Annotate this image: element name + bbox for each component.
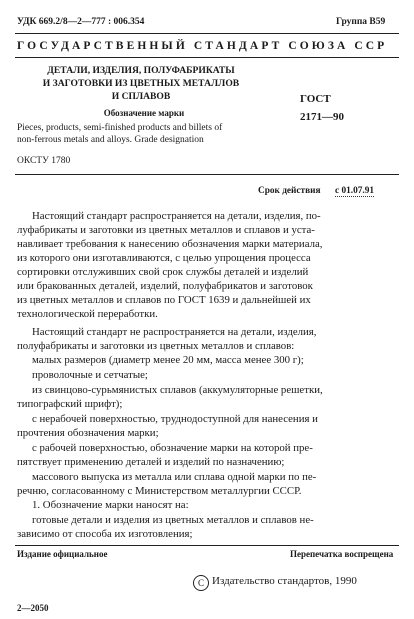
body-line: Настоящий стандарт распространяется на детали, изделия, по- xyxy=(32,210,321,222)
body-line: с рабочей поверхностью, обозначение марки на которой пре- xyxy=(32,442,313,454)
subtitle: Обозначение марки xyxy=(103,108,185,118)
okstu-code: ОКСТУ 1780 xyxy=(17,156,71,166)
group-code: Группа В59 xyxy=(336,17,386,27)
english-title-line-2: non-ferrous metals and alloys. Grade designation xyxy=(17,135,204,145)
body-line: луфабрикаты и заготовки из цветных металлов и сплавов и уста- xyxy=(17,224,315,236)
body-line: из цветных металлов и сплавов по ГОСТ 1639 и дальнейшей их xyxy=(17,294,311,306)
body-line: зависимо от способа их изготовления; xyxy=(17,528,193,540)
body-line: Настоящий стандарт не распространяется на детали, изделия, xyxy=(32,326,317,338)
body-line: навливает требования к нанесению обозначения марки материала, xyxy=(17,238,323,250)
body-line: прочтения обозначения марки; xyxy=(17,427,159,439)
english-title-line-1: Pieces, products, semi-finished products and billets of xyxy=(17,123,223,133)
body-line: проволочные и сетчатые; xyxy=(32,369,148,381)
page-number: 2—2050 xyxy=(17,603,49,613)
body-line: полуфабрикаты и заготовки из цветных металлов и сплавов: xyxy=(17,340,295,352)
title-line-2: И ЗАГОТОВКИ ИЗ ЦВЕТНЫХ МЕТАЛЛОВ xyxy=(42,78,240,89)
body-line: из которого они изготавливаются, с целью упрощения процесса xyxy=(17,252,311,264)
copyright-text: Издательство стандартов, 1990 xyxy=(212,575,357,587)
title-line-1: ДЕТАЛИ, ИЗДЕЛИЯ, ПОЛУФАБРИКАТЫ xyxy=(47,65,235,76)
body-line: массового выпуска из металла или сплава одной марки по пе- xyxy=(32,471,317,483)
body-line: из свинцово-сурьмянистых сплавов (аккумуляторные решетки, xyxy=(32,384,323,396)
header-rule-bottom xyxy=(15,57,399,58)
copyright xyxy=(193,575,357,591)
header-rule-top xyxy=(15,33,399,34)
okstu-rule xyxy=(15,174,399,175)
gost-label: ГОСТ xyxy=(300,93,331,105)
footer-rule xyxy=(15,545,399,546)
udk-code: УДК 669.2/8—2—777 : 006.354 xyxy=(17,17,145,27)
body-line: 1. Обозначение марки наносят на: xyxy=(32,499,189,511)
reprint-prohibited: Перепечатка воспрещена xyxy=(290,549,394,559)
validity-label: Срок действия xyxy=(258,186,321,196)
gost-number: 2171—90 xyxy=(300,111,344,123)
standard-banner: ГОСУДАРСТВЕННЫЙ СТАНДАРТ СОЮЗА ССР xyxy=(17,40,388,52)
body-line: малых размеров (диаметр менее 20 мм, масса менее 300 г); xyxy=(32,354,304,366)
body-line: сортировки отслуживших свой срок службы деталей и изделий xyxy=(17,266,309,278)
body-line: речню, согласованному с Министерством металлургии СССР. xyxy=(17,485,302,497)
body-line: с нерабочей поверхностью, труднодоступной для нанесения и xyxy=(32,413,318,425)
body-line: технологической переработки. xyxy=(17,308,158,320)
validity-value: с 01.07.91 xyxy=(335,186,374,196)
title-line-3: И СПЛАВОВ xyxy=(111,91,171,102)
copyright-icon: C xyxy=(193,575,209,591)
body-line: готовые детали и изделия из цветных металлов и сплавов не- xyxy=(32,514,314,526)
body-line: пятствует применению деталей и изделий по назначению; xyxy=(17,456,285,468)
body-line: или бракованных деталей, изделий, полуфабрикатов и заготовок xyxy=(17,280,313,292)
body-line: типографский шрифт); xyxy=(17,398,123,410)
official-edition: Издание официальное xyxy=(17,549,108,559)
